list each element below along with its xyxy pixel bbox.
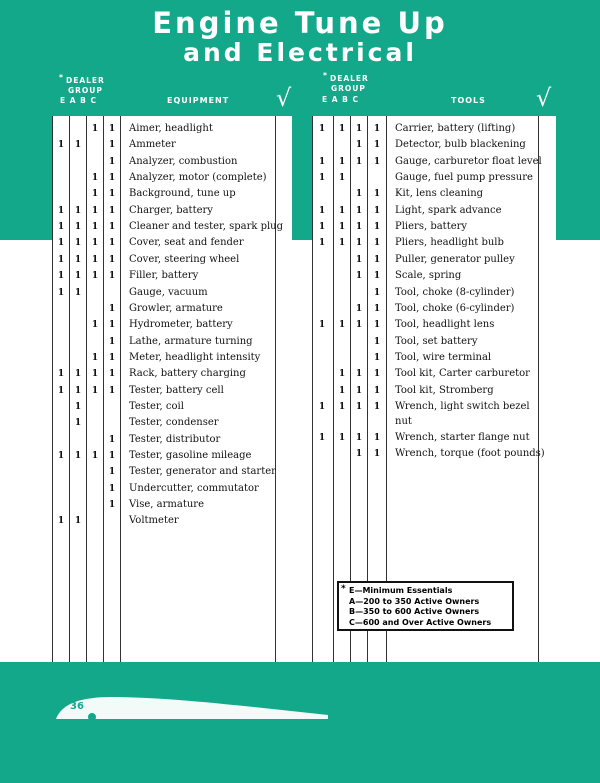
item-name: Wrench, torque (foot pounds) — [395, 448, 545, 460]
group-c-mark: 1 — [108, 156, 116, 167]
group-e-mark: 1 — [57, 287, 65, 298]
group-b-mark: 1 — [355, 432, 363, 443]
group-label-right: GROUP — [331, 84, 366, 93]
item-name: Vise, armature — [129, 499, 204, 511]
item-name: Background, tune up — [129, 188, 236, 200]
table-row — [0, 186, 600, 202]
item-name: Tester, generator and starter — [129, 466, 276, 478]
item-name: Detector, bulb blackening — [395, 139, 526, 151]
dealer-asterisk-right: * — [323, 71, 328, 80]
item-name: Tool kit, Stromberg — [395, 384, 494, 396]
group-c-mark: 1 — [108, 434, 116, 445]
group-e-mark: 1 — [57, 369, 65, 380]
legend-line: C—600 and Over Active Owners — [349, 617, 492, 627]
tools-header: TOOLS — [451, 96, 486, 105]
group-c-mark: 1 — [108, 303, 116, 314]
table-row — [0, 203, 600, 219]
table-row — [0, 137, 600, 153]
group-a-mark: 1 — [74, 254, 82, 265]
table-row — [0, 383, 600, 399]
table-row — [0, 513, 600, 529]
item-name: Lathe, armature turning — [129, 335, 253, 347]
table-row — [0, 285, 600, 301]
table-row — [0, 170, 600, 186]
group-b-mark: 1 — [91, 205, 99, 216]
group-c-mark: 1 — [373, 238, 381, 249]
group-e-mark: 1 — [318, 173, 326, 184]
group-a-mark: 1 — [338, 156, 346, 167]
group-e-mark: 1 — [318, 401, 326, 412]
group-b-mark: 1 — [91, 385, 99, 396]
item-name: Light, spark advance — [395, 204, 502, 216]
table-row — [0, 268, 600, 284]
dealer-label-right: DEALER — [330, 74, 369, 83]
group-c-mark: 1 — [108, 385, 116, 396]
group-c-mark: 1 — [373, 432, 381, 443]
group-c-mark: 1 — [108, 483, 116, 494]
item-name: Undercutter, commutator — [129, 482, 259, 494]
group-b-mark: 1 — [91, 451, 99, 461]
item-name: Cover, steering wheel — [129, 253, 240, 265]
group-c-mark: 1 — [373, 385, 381, 396]
group-b-mark: 1 — [91, 238, 99, 249]
group-c-mark: 1 — [373, 140, 381, 151]
item-name: Ammeter — [129, 139, 176, 151]
dealer-label-left: DEALER — [66, 76, 105, 85]
group-e-mark: 1 — [318, 320, 326, 331]
check-mark-left: √ — [276, 84, 292, 112]
group-a-mark: 1 — [74, 516, 82, 527]
group-b-mark: 1 — [355, 303, 363, 314]
group-a-mark: 1 — [338, 385, 346, 396]
item-name: Wrench, starter flange nut — [395, 431, 530, 443]
group-label-left: GROUP — [68, 86, 103, 95]
item-name: Pliers, battery — [395, 221, 468, 233]
table-row — [0, 446, 600, 462]
item-name: Gauge, fuel pump pressure — [395, 172, 533, 184]
equipment-header: EQUIPMENT — [167, 96, 230, 105]
group-c-mark: 1 — [108, 222, 116, 233]
item-name: Tool, set battery — [395, 335, 478, 347]
group-b-mark: 1 — [91, 124, 99, 134]
group-e-mark: 1 — [318, 124, 326, 134]
group-c-mark: 1 — [373, 222, 381, 233]
group-c-mark: 1 — [108, 500, 116, 511]
item-name: Cover, seat and fender — [129, 237, 244, 249]
item-name: Charger, battery — [129, 204, 213, 216]
group-a-mark: 1 — [74, 418, 82, 429]
dealer-cols-right: E A B C — [322, 95, 359, 104]
item-name: Tool kit, Carter carburetor — [395, 368, 530, 380]
group-a-mark: 1 — [338, 173, 346, 184]
group-c-mark: 1 — [108, 451, 116, 461]
item-name: Gauge, carburetor float level — [395, 155, 542, 167]
group-a-mark: 1 — [74, 238, 82, 249]
group-b-mark: 1 — [355, 254, 363, 265]
item-name: Scale, spring — [395, 270, 462, 282]
group-c-mark: 1 — [373, 336, 381, 347]
legend-line: E—Minimum Essentials — [349, 586, 453, 595]
group-e-mark: 1 — [57, 140, 65, 151]
page-subtitle: and Electrical — [183, 38, 417, 67]
group-c-mark: 1 — [373, 254, 381, 265]
group-e-mark: 1 — [318, 205, 326, 216]
item-name: Tester, distributor — [129, 433, 221, 445]
item-name: Pliers, headlight bulb — [395, 237, 504, 249]
item-name: Voltmeter — [129, 515, 179, 527]
group-e-mark: 1 — [57, 254, 65, 265]
group-a-mark: 1 — [338, 205, 346, 216]
group-e-mark: 1 — [57, 238, 65, 249]
item-name: Tool, choke (8-cylinder) — [395, 286, 515, 298]
group-b-mark: 1 — [91, 189, 99, 200]
group-e-mark: 1 — [57, 385, 65, 396]
group-e-mark: 1 — [57, 516, 65, 527]
group-a-mark: 1 — [338, 369, 346, 380]
group-c-mark: 1 — [108, 271, 116, 282]
group-c-mark: 1 — [108, 140, 116, 151]
group-c-mark: 1 — [108, 336, 116, 347]
group-b-mark: 1 — [355, 320, 363, 331]
group-b-mark: 1 — [91, 320, 99, 331]
group-b-mark: 1 — [91, 173, 99, 184]
group-b-mark: 1 — [355, 222, 363, 233]
group-a-mark: 1 — [338, 124, 346, 134]
item-name: Analyzer, motor (complete) — [129, 172, 267, 184]
item-name: Rack, battery charging — [129, 368, 246, 380]
group-a-mark: 1 — [74, 140, 82, 151]
item-name: Tool, wire terminal — [395, 351, 492, 363]
group-b-mark: 1 — [355, 124, 363, 134]
item-name: Analyzer, combustion — [129, 155, 238, 167]
table-row — [0, 415, 600, 431]
page-number: 36 — [70, 701, 84, 712]
item-name: Kit, lens cleaning — [395, 188, 484, 200]
item-name: Tester, gasoline mileage — [129, 450, 252, 461]
group-c-mark: 1 — [108, 369, 116, 380]
group-c-mark: 1 — [373, 401, 381, 412]
item-name: Wrench, light switch bezel — [395, 400, 530, 412]
group-c-mark: 1 — [373, 205, 381, 216]
group-e-mark: 1 — [318, 156, 326, 167]
dealer-asterisk-left: * — [59, 73, 64, 82]
group-a-mark: 1 — [74, 451, 82, 461]
group-b-mark: 1 — [355, 156, 363, 167]
group-c-mark: 1 — [108, 467, 116, 478]
group-c-mark: 1 — [108, 238, 116, 249]
table-row — [0, 350, 600, 366]
table-row — [0, 121, 600, 137]
group-b-mark: 1 — [355, 205, 363, 216]
item-name: Filler, battery — [129, 270, 199, 282]
check-mark-right: √ — [536, 84, 552, 112]
group-b-mark: 1 — [355, 140, 363, 151]
table-row — [0, 235, 600, 251]
table-row — [0, 252, 600, 268]
table-row — [0, 301, 600, 317]
group-b-mark: 1 — [355, 401, 363, 412]
footer-band — [0, 662, 600, 783]
group-e-mark: 1 — [318, 222, 326, 233]
item-name: Carrier, battery (lifting) — [395, 123, 516, 134]
group-c-mark: 1 — [108, 254, 116, 265]
group-a-mark: 1 — [74, 369, 82, 380]
group-c-mark: 1 — [373, 124, 381, 134]
group-a-mark: 1 — [74, 287, 82, 298]
group-b-mark: 1 — [355, 238, 363, 249]
group-a-mark: 1 — [338, 401, 346, 412]
group-b-mark: 1 — [91, 352, 99, 363]
item-name: Tester, battery cell — [129, 384, 224, 396]
table-row — [0, 317, 600, 333]
item-name-continued: nut — [395, 415, 412, 427]
group-c-mark: 1 — [373, 449, 381, 460]
table-row — [0, 430, 600, 446]
table-row — [0, 334, 600, 350]
group-b-mark: 1 — [91, 271, 99, 282]
group-a-mark: 1 — [74, 385, 82, 396]
group-a-mark: 1 — [338, 432, 346, 443]
item-name: Hydrometer, battery — [129, 319, 233, 331]
table-row — [0, 154, 600, 170]
group-b-mark: 1 — [355, 449, 363, 460]
group-c-mark: 1 — [373, 352, 381, 363]
legend-box — [337, 581, 514, 631]
car-silhouette-icon — [52, 693, 332, 721]
table-row — [0, 497, 600, 513]
group-c-mark: 1 — [108, 124, 116, 134]
group-e-mark: 1 — [57, 205, 65, 216]
table-row — [0, 366, 600, 382]
item-name: Growler, armature — [129, 302, 223, 314]
group-c-mark: 1 — [373, 369, 381, 380]
group-a-mark: 1 — [74, 271, 82, 282]
legend-asterisk: * — [341, 584, 346, 594]
group-b-mark: 1 — [355, 369, 363, 380]
table-row — [0, 464, 600, 480]
group-a-mark: 1 — [74, 205, 82, 216]
group-b-mark: 1 — [355, 385, 363, 396]
group-c-mark: 1 — [108, 189, 116, 200]
item-name: Tester, condenser — [129, 417, 219, 429]
group-c-mark: 1 — [108, 205, 116, 216]
group-b-mark: 1 — [91, 222, 99, 233]
group-c-mark: 1 — [373, 287, 381, 298]
group-c-mark: 1 — [373, 189, 381, 200]
group-c-mark: 1 — [373, 156, 381, 167]
group-e-mark: 1 — [57, 451, 65, 461]
group-a-mark: 1 — [338, 238, 346, 249]
group-b-mark: 1 — [355, 189, 363, 200]
group-c-mark: 1 — [373, 303, 381, 314]
group-a-mark: 1 — [74, 222, 82, 233]
group-b-mark: 1 — [355, 271, 363, 282]
table-row — [0, 481, 600, 497]
item-name: Aimer, headlight — [129, 123, 213, 134]
group-b-mark: 1 — [91, 369, 99, 380]
group-c-mark: 1 — [108, 352, 116, 363]
item-name: Puller, generator pulley — [395, 253, 515, 265]
group-c-mark: 1 — [373, 320, 381, 331]
item-name: Tool, choke (6-cylinder) — [395, 302, 515, 314]
group-a-mark: 1 — [338, 320, 346, 331]
group-e-mark: 1 — [57, 222, 65, 233]
group-c-mark: 1 — [108, 173, 116, 184]
group-e-mark: 1 — [318, 238, 326, 249]
group-c-mark: 1 — [373, 271, 381, 282]
group-a-mark: 1 — [74, 401, 82, 412]
group-e-mark: 1 — [57, 271, 65, 282]
legend-line: A—200 to 350 Active Owners — [349, 596, 480, 606]
page-title: Engine Tune Up — [152, 6, 448, 40]
legend-line: B—350 to 600 Active Owners — [349, 607, 480, 616]
item-name: Tool, headlight lens — [395, 319, 495, 331]
group-e-mark: 1 — [318, 432, 326, 443]
dealer-cols-left: E A B C — [60, 96, 97, 105]
item-name: Tester, coil — [129, 400, 184, 412]
group-b-mark: 1 — [91, 254, 99, 265]
group-c-mark: 1 — [108, 320, 116, 331]
table-row — [0, 219, 600, 235]
item-name: Meter, headlight intensity — [129, 351, 261, 363]
item-name: Gauge, vacuum — [129, 286, 208, 298]
group-a-mark: 1 — [338, 222, 346, 233]
item-name: Cleaner and tester, spark plug — [129, 221, 284, 233]
